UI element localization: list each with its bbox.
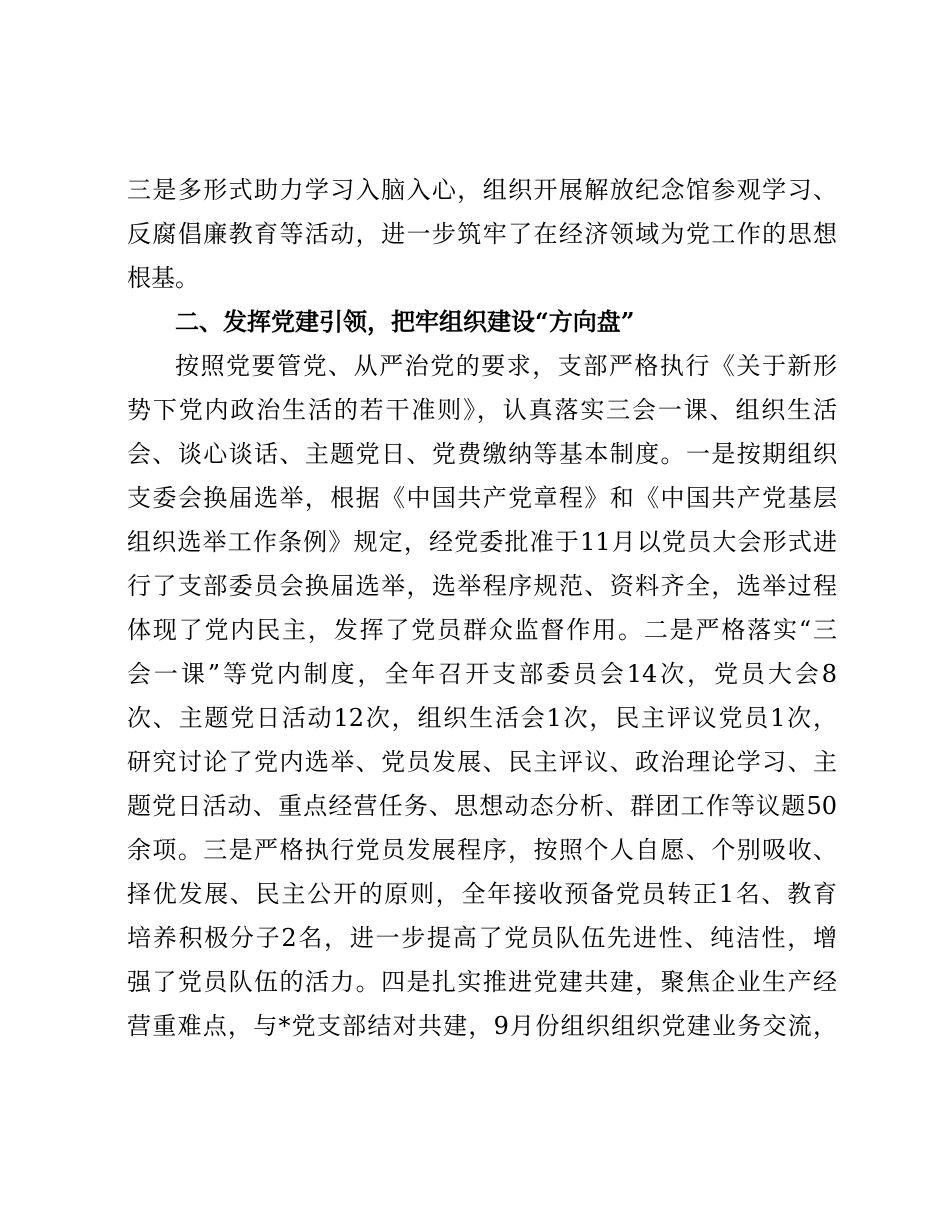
body-text-line: 组织选举工作条例》规定，经党委批准于11月以党员大会形式进 [127,528,837,556]
body-text-line: 题党日活动、重点经营任务、思想动态分析、群团工作等议题50 [127,792,837,820]
body-text-line: 会一课”等党内制度，全年召开支部委员会14次，党员大会8 [127,660,837,688]
body-text-line: 培养积极分子2名，进一步提高了党员队伍先进性、纯洁性，增 [127,924,837,952]
body-text-line: 行了支部委员会换届选举，选举程序规范、资料齐全，选举过程 [127,572,837,600]
body-text-line: 支委会换届选举，根据《中国共产党章程》和《中国共产党基层 [127,484,837,512]
body-text-line: 择优发展、民主公开的原则，全年接收预备党员转正1名、教育 [127,880,837,908]
body-text-line: 研究讨论了党内选举、党员发展、民主评议、政治理论学习、主 [127,748,837,776]
body-text-line: 会、谈心谈话、主题党日、党费缴纳等基本制度。一是按期组织 [127,440,837,468]
section-heading: 二、发挥党建引领，把牢组织建设“方向盘” [175,307,635,336]
body-text-line: 根基。 [127,264,199,292]
body-text-line: 三是多形式助力学习入脑入心，组织开展解放纪念馆参观学习、 [127,176,837,204]
body-text-line: 强了党员队伍的活力。四是扎实推进党建共建，聚焦企业生产经 [127,968,837,996]
body-text-line: 余项。三是严格执行党员发展程序，按照个人自愿、个别吸收、 [127,836,837,864]
body-text-line: 体现了党内民主，发挥了党员群众监督作用。二是严格落实“三 [127,616,837,644]
body-text-line: 次、主题党日活动12次，组织生活会1次，民主评议党员1次， [127,704,837,732]
body-text-line: 按照党要管党、从严治党的要求，支部严格执行《关于新形 [175,352,837,380]
body-text-line: 反腐倡廉教育等活动，进一步筑牢了在经济领域为党工作的思想 [127,220,837,248]
body-text-line: 营重难点，与*党支部结对共建，9月份组织组织党建业务交流， [127,1012,837,1040]
body-text-line: 势下党内政治生活的若干准则》，认真落实三会一课、组织生活 [127,396,837,424]
